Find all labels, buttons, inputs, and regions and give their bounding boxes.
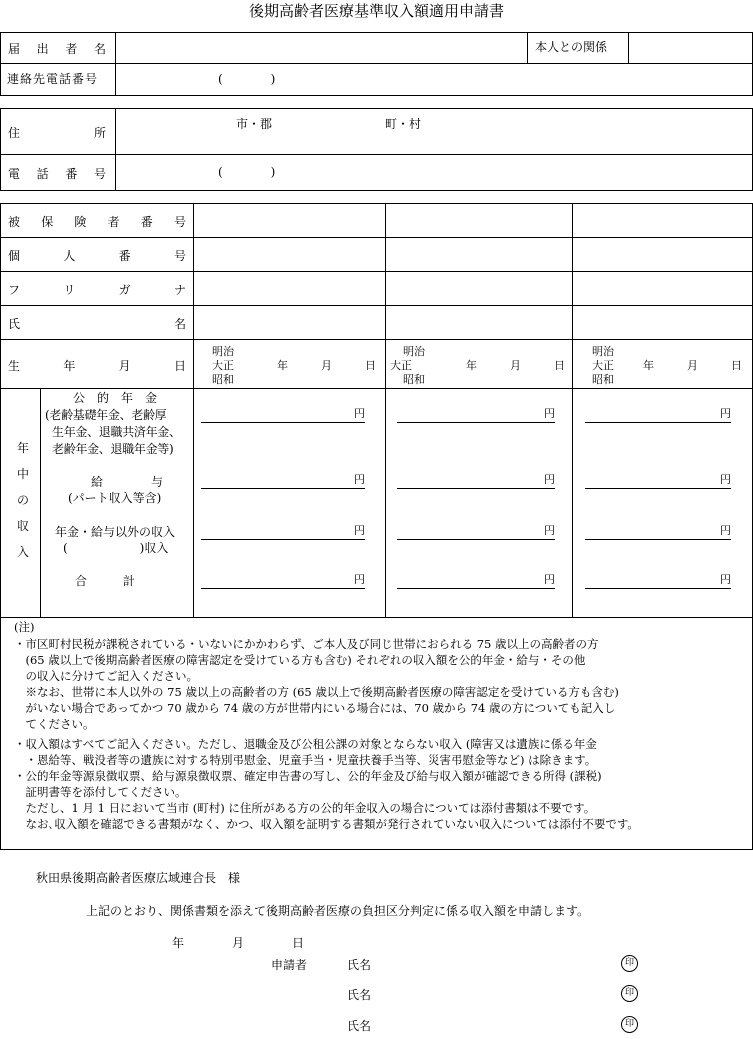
total-title: 合 計 <box>75 574 136 588</box>
pension-detail-1: (老齢基礎年金、老齢厚 <box>45 408 167 422</box>
phone-label: 電 話 番 号 <box>8 167 106 181</box>
applicant-name-label: 氏名 <box>347 1019 372 1033</box>
era-taisho: 大正 <box>390 359 412 372</box>
phone-paren: ( ) <box>218 165 276 179</box>
seal-mark: 印 <box>621 1016 638 1033</box>
other-income-amount-field[interactable]: 円 <box>201 525 365 540</box>
pension-amount-field[interactable]: 円 <box>397 408 555 423</box>
form-title: 後期高齢者医療基準収入額適用申請書 <box>248 2 504 20</box>
salary-title: 給 与 <box>91 475 164 489</box>
notifier-name-field[interactable] <box>117 34 525 62</box>
seal-mark: 印 <box>621 985 638 1002</box>
application-statement: 上記のとおり、関係書類を添えて後期高齢者医療の負担区分判定に係る収入額を申請します。 <box>86 904 590 918</box>
notifier-name-label: 届 出 者 名 <box>8 42 106 56</box>
relation-label: 本人との関係 <box>535 40 608 54</box>
pension-amount-field[interactable]: 円 <box>201 408 365 423</box>
applicant-name-label: 氏名 <box>347 958 372 972</box>
other-income-title: 年金・給与以外の収入 <box>55 525 176 539</box>
town-label: 町・村 <box>385 117 422 131</box>
addressee: 秋田県後期高齢者医療広域連合長 様 <box>36 871 241 885</box>
applicant-name-field[interactable] <box>380 956 610 974</box>
era-taisho: 大正 <box>592 359 614 372</box>
era-showa: 昭和 <box>592 373 614 386</box>
pension-title: 公 的 年 金 <box>73 391 158 405</box>
applicant-name-field[interactable] <box>380 986 610 1004</box>
birth-ymd: 年 月 日 <box>643 359 742 372</box>
insured-number-label: 被 保 険 者 番 号 <box>8 215 186 229</box>
contact-phone-paren: ( ) <box>218 72 276 86</box>
era-meiji: 明治 <box>212 345 234 358</box>
personal-number-label: 個 人 番 号 <box>8 249 186 263</box>
pension-detail-3: 老齢年金、退職年金等) <box>52 442 174 456</box>
furigana-label: フ リ ガ ナ <box>8 283 186 297</box>
address-label: 住 所 <box>8 126 106 140</box>
salary-amount-field[interactable]: 円 <box>397 474 555 489</box>
contact-phone-field[interactable] <box>117 65 750 94</box>
contact-phone-label: 連絡先電話番号 <box>7 72 99 86</box>
phone-field[interactable] <box>117 156 750 189</box>
salary-amount-field[interactable]: 円 <box>585 474 731 489</box>
total-amount-field[interactable]: 円 <box>397 574 555 589</box>
application-date: 年 月 日 <box>172 936 305 950</box>
city-label: 市・郡 <box>236 117 273 131</box>
pension-detail-2: 生年金、退職共済年金、 <box>52 425 181 439</box>
birth-ymd: 年 月 日 <box>466 359 565 372</box>
other-income-amount-field[interactable]: 円 <box>397 525 555 540</box>
applicant-label: 申請者 <box>271 958 308 972</box>
pension-amount-field[interactable]: 円 <box>585 408 731 423</box>
applicant-name-field[interactable] <box>380 1017 610 1035</box>
seal-mark: 印 <box>621 955 638 972</box>
birth-date-label: 生 年 月 日 <box>8 359 186 373</box>
total-amount-field[interactable]: 円 <box>201 574 365 589</box>
insured-name-label: 氏 名 <box>8 317 186 331</box>
applicant-name-label: 氏名 <box>347 988 372 1002</box>
era-taisho: 大正 <box>212 359 234 372</box>
other-income-detail: ( )収入 <box>63 541 169 555</box>
other-income-amount-field[interactable]: 円 <box>585 525 731 540</box>
era-showa: 昭和 <box>403 373 425 386</box>
era-showa: 昭和 <box>212 373 234 386</box>
salary-detail: (パート収入等含) <box>68 491 162 505</box>
total-amount-field[interactable]: 円 <box>585 574 731 589</box>
address-field[interactable] <box>117 110 750 152</box>
salary-amount-field[interactable]: 円 <box>201 474 365 489</box>
era-meiji: 明治 <box>592 345 614 358</box>
birth-ymd: 年 月 日 <box>277 359 376 372</box>
relation-field[interactable] <box>630 34 750 62</box>
era-meiji: 明治 <box>403 345 425 358</box>
